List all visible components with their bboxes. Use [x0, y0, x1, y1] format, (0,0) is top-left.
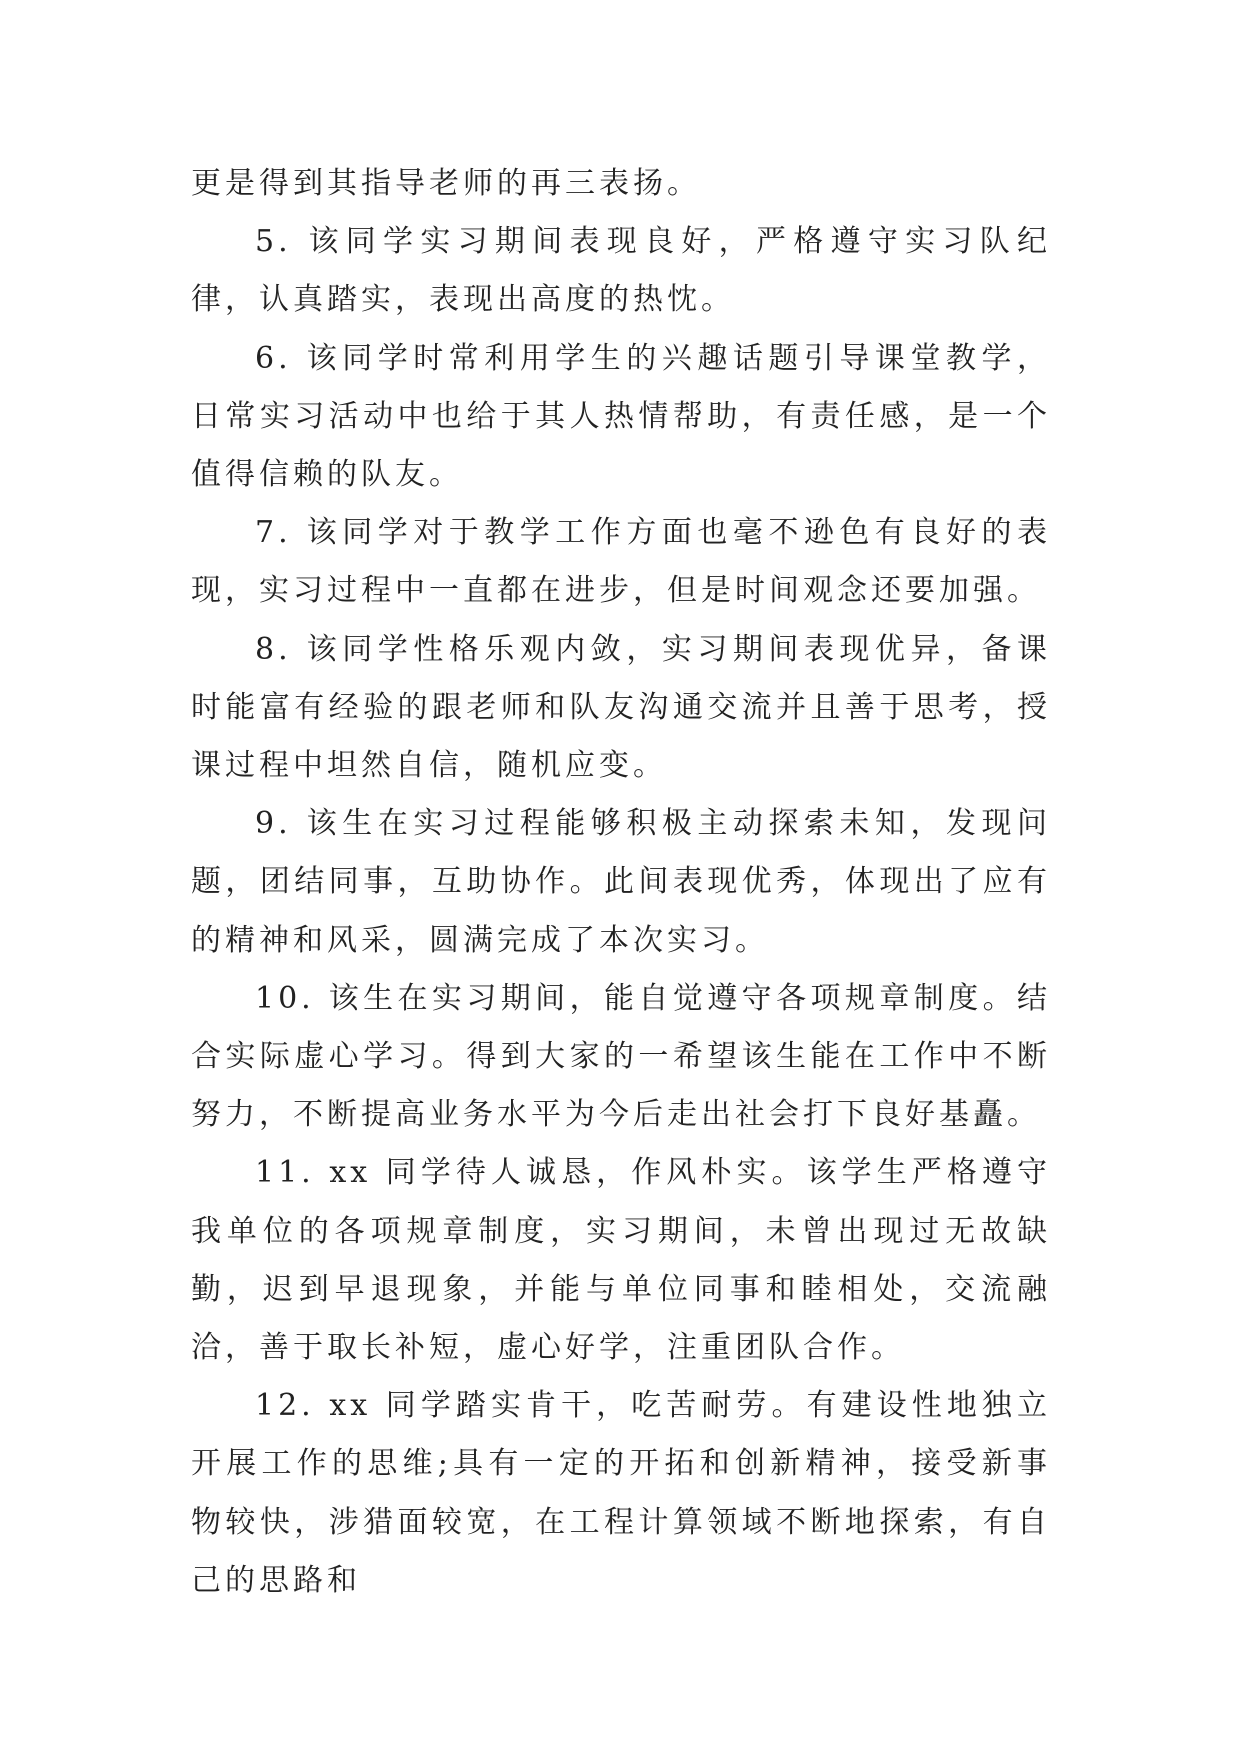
paragraph-item-7: 7. 该同学对于教学工作方面也毫不逊色有良好的表现，实习过程中一直都在进步，但是时间观念还要加强。: [191, 515, 1051, 609]
paragraph-item-8: 8. 该同学性格乐观内敛，实习期间表现优异，备课时能富有经验的跟老师和队友沟通交流并且善于思考，授课过程中坦然自信，随机应变。: [191, 631, 1051, 784]
paragraph-item-5: 5. 该同学实习期间表现良好，严格遵守实习队纪律，认真踏实，表现出高度的热忱。: [191, 224, 1051, 318]
paragraph-continuation: 更是得到其指导老师的再三表扬。: [191, 166, 701, 201]
paragraph-item-6: 6. 该同学时常利用学生的兴趣话题引导课堂教学，日常实习活动中也给于其人热情帮助，有责任感，是一个值得信赖的队友。: [191, 340, 1051, 493]
paragraph-item-9: 9. 该生在实习过程能够积极主动探索未知，发现问题，团结同事，互助协作。此间表现优秀，体现出了应有的精神和风采，圆满完成了本次实习。: [191, 806, 1051, 958]
document-body: [191, 155, 1051, 1610]
paragraph-item-11: 11. xx 同学待人诚恳，作风朴实。该学生严格遵守我单位的各项规章制度，实习期间，未曾出现过无故缺勤，迟到早退现象，并能与单位同事和睦相处，交流融洽，善于取长补短，虚心好学，注重团队合作。: [191, 1155, 1051, 1366]
paragraph-item-12: 12. xx 同学踏实肯干，吃苦耐劳。有建设性地独立开展工作的思维;具有一定的开拓和创新精神，接受新事物较快，涉猎面较宽，在工程计算领域不断地探索，有自己的思路和: [191, 1388, 1051, 1598]
paragraph-item-10: 10. 该生在实习期间，能自觉遵守各项规章制度。结合实际虚心学习。得到大家的一希望该生能在工作中不断努力，不断提高业务水平为今后走出社会打下良好基矗。: [191, 980, 1051, 1133]
